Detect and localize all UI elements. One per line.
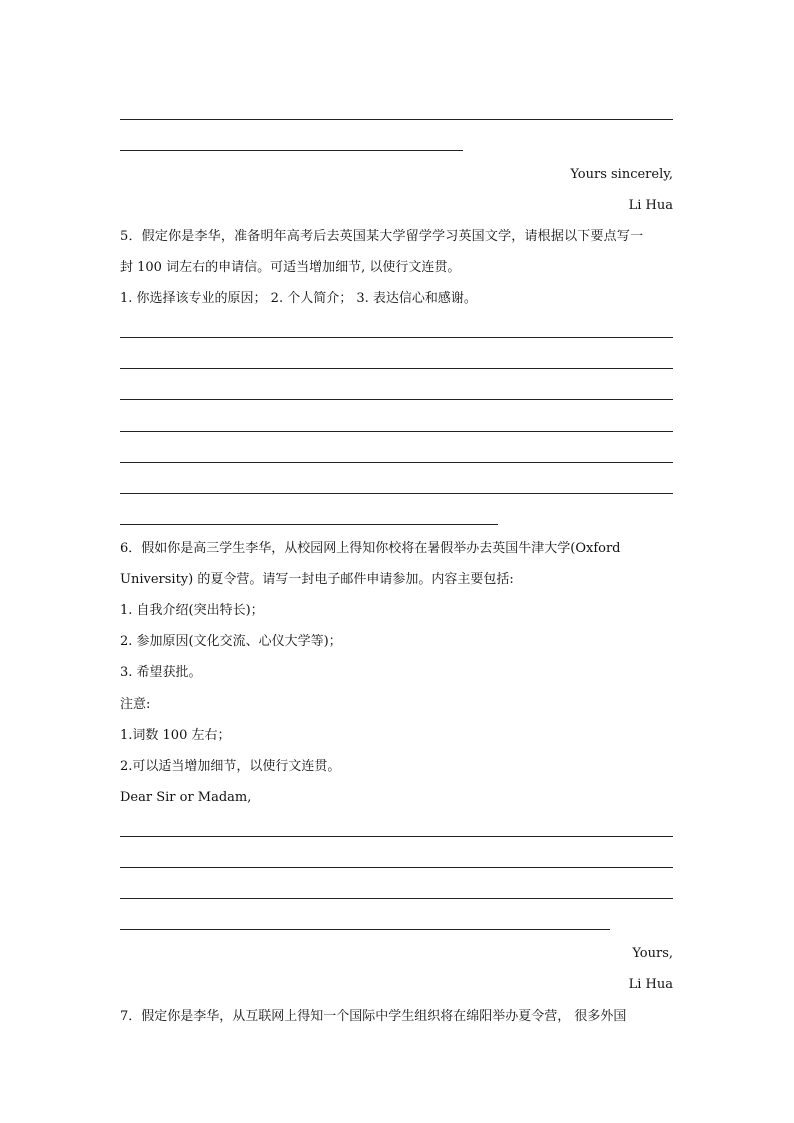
answer-line <box>120 119 673 120</box>
letter-closing: Yours sincerely, <box>570 167 673 182</box>
q5-prompt-line-1: 5．假定你是李华，准备明年高考后去英国某大学留学学习英国文学，请根据以下要点写一 <box>120 229 644 244</box>
q6-prompt-line-2: University) 的夏令营。请写一封电子邮件申请参加。内容主要包括: <box>120 572 514 587</box>
letter-signature: Li Hua <box>628 198 673 213</box>
q6-note-title: 注意: <box>120 697 151 712</box>
answer-line <box>120 929 610 930</box>
answer-line <box>120 898 673 899</box>
q6-closing: Yours, <box>632 946 673 961</box>
answer-line <box>120 150 463 151</box>
q6-prompt-line-1: 6．假如你是高三学生李华，从校园网上得知你校将在暑假举办去英国牛津大学(Oxford <box>120 541 621 556</box>
q5-points: 1. 你选择该专业的原因； 2. 个人简介； 3. 表达信心和感谢。 <box>120 291 477 306</box>
q7-prompt-line-1: 7．假定你是李华，从互联网上得知一个国际中学生组织将在绵阳举办夏令营， 很多外国 <box>120 1009 627 1024</box>
answer-line <box>120 836 673 837</box>
answer-line <box>120 524 498 525</box>
q6-item-2: 2. 参加原因(文化交流、心仪大学等)； <box>120 634 342 649</box>
answer-line <box>120 493 673 494</box>
answer-line <box>120 462 673 463</box>
q6-signature: Li Hua <box>628 977 673 992</box>
q6-salutation: Dear Sir or Madam, <box>120 790 252 805</box>
answer-line <box>120 431 673 432</box>
q5-prompt-line-2: 封 100 词左右的申请信。可适当增加细节, 以使行文连贯。 <box>120 260 461 275</box>
answer-line <box>120 399 673 400</box>
answer-line <box>120 867 673 868</box>
q6-note-1: 1.词数 100 左右； <box>120 728 231 743</box>
answer-line <box>120 368 673 369</box>
q6-item-1: 1. 自我介绍(突出特长)； <box>120 603 264 618</box>
q6-item-3: 3. 希望获批。 <box>120 665 202 680</box>
answer-line <box>120 337 673 338</box>
q6-note-2: 2.可以适当增加细节，以使行文连贯。 <box>120 759 341 774</box>
